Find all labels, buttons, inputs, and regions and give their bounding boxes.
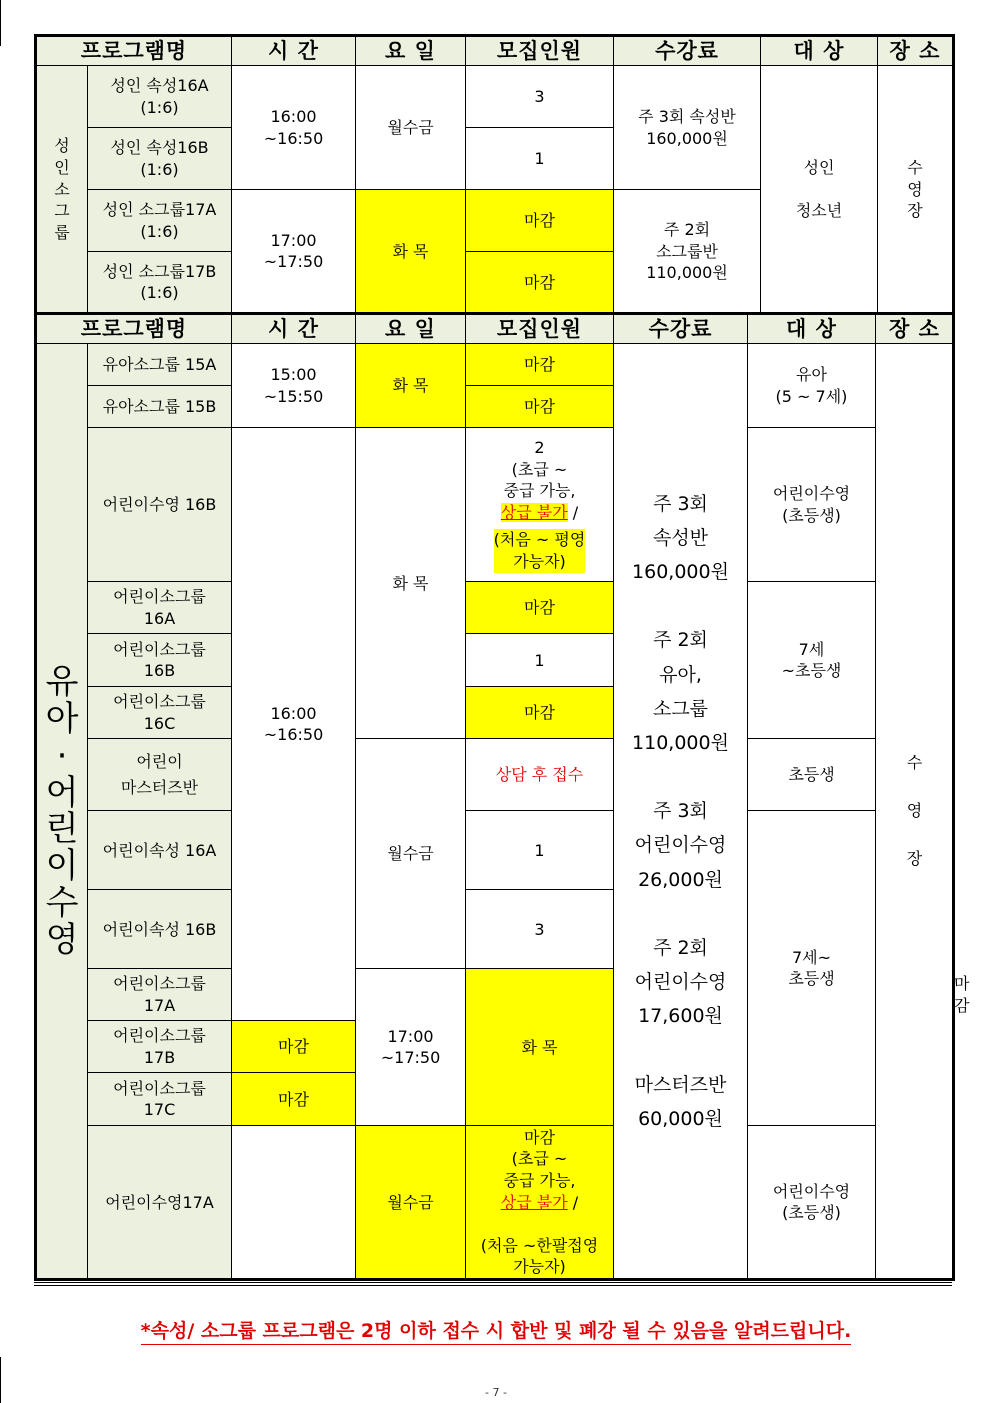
divider [34, 1282, 952, 1283]
table-row [36, 1126, 954, 1280]
capacity-cell [466, 1126, 614, 1280]
capacity-cell: 상담 후 접수 [466, 739, 614, 811]
time-cell: 17:00 ~17:50 [356, 969, 466, 1126]
program-name: 어린이소그룹 16C [88, 687, 232, 739]
capacity-cell: 3 [466, 66, 614, 128]
fee-cell: 주 3회 속성반 160,000원 주 2회 유아, 소그룹 110,000원 주 3회 어린이수영 26,000원 주 2회 어린이수영 17,600원 마스터즈반 60,000원 [614, 344, 748, 1280]
capacity-cell: 마감 [466, 344, 614, 386]
program-name: 유아소그룹 15B [88, 386, 232, 428]
time-cell: 15:00 ~15:50 [232, 344, 356, 428]
time-cell: 16:00 ~16:50 [232, 428, 356, 1021]
capacity-note: 마감 (초급 ~ 중급 가능, [503, 1127, 576, 1190]
program-name: 성인 소그룹17B (1:6) [88, 252, 232, 314]
capacity-eligibility: (처음 ~ 평영 가능자) [493, 530, 586, 572]
time-cell-empty [232, 1126, 356, 1280]
program-name: 어린이수영17A [88, 1126, 232, 1280]
category-adult: 성 인 소 그 룹 [36, 66, 88, 314]
capacity-restriction: 상급 불가 [500, 502, 568, 522]
capacity-cell: 마감 [466, 190, 614, 252]
days-cell: 월수금 [356, 739, 466, 969]
time-cell: 16:00 ~16:50 [232, 66, 356, 190]
target-cell: 7세~ 초등생 [748, 811, 876, 1126]
days-cell: 화 목 [356, 428, 466, 739]
header-place: 장 소 [876, 314, 954, 344]
time-cell: 17:00 ~17:50 [232, 190, 356, 314]
header-target: 대 상 [748, 314, 876, 344]
table-row [36, 739, 954, 811]
days-cell: 화 목 [356, 190, 466, 314]
target-cell: 어린이수영 (초등생) [748, 1126, 876, 1280]
capacity-cell: 마감 [466, 252, 614, 314]
program-name: 어린이 마스터즈반 [88, 739, 232, 811]
divider [34, 1285, 952, 1286]
page-number: - 7 - [485, 1386, 507, 1399]
notice [0, 1316, 992, 1343]
child-schedule-table [34, 312, 970, 1281]
header-place: 장 소 [878, 36, 954, 66]
header-time: 시 간 [232, 314, 356, 344]
capacity-separator: / [567, 502, 579, 522]
header-days: 요 일 [356, 314, 466, 344]
header-program: 프로그램명 [36, 314, 232, 344]
table-row [36, 66, 954, 128]
days-cell: 화 목 [356, 344, 466, 428]
table-row: 어린이소그룹 17A 17:00 ~17:50 화 목 마감 [36, 969, 954, 1021]
target-cell: 7세 ~초등생 [748, 582, 876, 739]
header-program: 프로그램명 [36, 36, 232, 66]
target-cell: 어린이수영 (초등생) [748, 428, 876, 582]
place-cell: 수 영 장 [876, 344, 954, 1280]
capacity-restriction: 상급 불가 [500, 1192, 568, 1212]
header-days: 요 일 [356, 36, 466, 66]
header-fee: 수강료 [614, 314, 748, 344]
program-name: 성인 소그룹17A (1:6) [88, 190, 232, 252]
table-row [36, 428, 954, 582]
program-name: 어린이소그룹 17B [88, 1021, 232, 1073]
capacity-cell: 3 [466, 890, 614, 969]
capacity-cell: 1 [466, 811, 614, 890]
capacity-cell: 마감 [232, 1073, 356, 1126]
capacity-cell: 마감 [466, 582, 614, 634]
header-capacity: 모집인원 [466, 36, 614, 66]
days-cell: 월수금 [356, 66, 466, 190]
days-cell: 화 목 [466, 969, 614, 1126]
notice-text: *속성/ 소그룹 프로그램은 2명 이하 접수 시 합반 및 폐강 될 수 있음을 알려드립니다. [141, 1320, 852, 1345]
category-child: 유 아 · 어 린 이 수 영 [36, 344, 88, 1280]
fee-cell: 주 3회 속성반 160,000원 [614, 66, 761, 190]
program-name: 유아소그룹 15A [88, 344, 232, 386]
header-target: 대 상 [761, 36, 878, 66]
days-cell: 월수금 [356, 1126, 466, 1280]
header-fee: 수강료 [614, 36, 761, 66]
place-cell: 수 영 장 [878, 66, 954, 314]
capacity-cell: 1 [466, 128, 614, 190]
target-cell: 성인 청소년 [761, 66, 878, 314]
program-name: 어린이소그룹 16B [88, 634, 232, 687]
header-row [36, 36, 954, 66]
capacity-cell: 마감 [466, 687, 614, 739]
left-crop-mark [0, 0, 1, 46]
program-name: 어린이속성 16A [88, 811, 232, 890]
program-name: 어린이소그룹 16A [88, 582, 232, 634]
header-row [36, 314, 954, 344]
adult-schedule-table [34, 34, 955, 315]
capacity-cell: 마감 [232, 1021, 356, 1073]
fee-cell: 주 2회 소그룹반 110,000원 [614, 190, 761, 314]
program-name: 성인 속성16A (1:6) [88, 66, 232, 128]
capacity-note: 2 (초급 ~ 중급 가능, [503, 438, 576, 501]
program-name: 어린이소그룹 17C [88, 1073, 232, 1126]
program-name: 어린이속성 16B [88, 890, 232, 969]
header-capacity: 모집인원 [466, 314, 614, 344]
capacity-eligibility: / (처음 ~한팔접영 가능자) [480, 1192, 599, 1277]
table-row [36, 811, 954, 890]
table-row [36, 344, 954, 386]
capacity-cell [466, 428, 614, 582]
header-time: 시 간 [232, 36, 356, 66]
table-row [36, 582, 954, 634]
program-name: 성인 속성16B (1:6) [88, 128, 232, 190]
capacity-cell: 마감 [466, 386, 614, 428]
capacity-cell: 1 [466, 634, 614, 687]
target-cell: 유아 (5 ~ 7세) [748, 344, 876, 428]
program-name: 어린이수영 16B [88, 428, 232, 582]
program-name: 어린이소그룹 17A [88, 969, 232, 1021]
target-cell: 초등생 [748, 739, 876, 811]
